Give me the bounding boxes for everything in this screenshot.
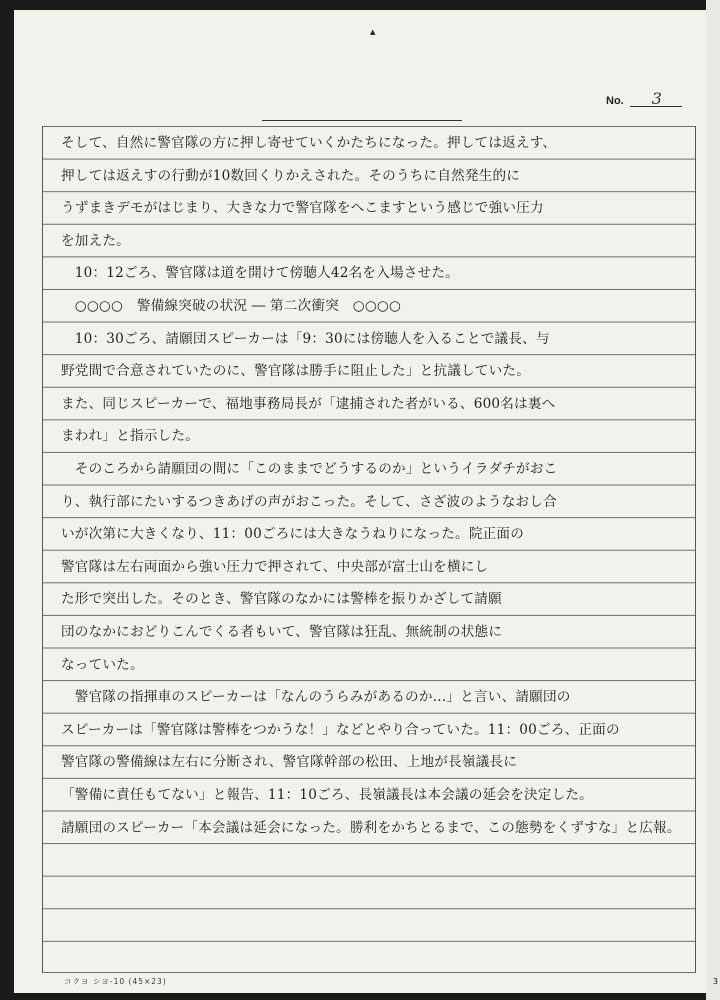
scan-margin <box>706 0 720 1000</box>
manuscript-line: そのころから請願団の間に「このままでどうするのか」というイラダチがおこ <box>61 461 558 477</box>
manuscript-line: なっていた。 <box>61 656 144 673</box>
manuscript-line: いが次第に大きくなり、11：00ごろには大きなうねりになった。院正面の <box>61 526 524 543</box>
manuscript-line: 警官隊の指揮車のスピーカーは「なんのうらみがあるのか…」と言い、請願団の <box>61 689 571 706</box>
manuscript-line: 団のなかにおどりこんでくる者もいて、警官隊は狂乱、無統制の状態に <box>61 624 503 640</box>
page-number-label: No. <box>606 95 624 107</box>
page-number <box>606 89 696 108</box>
title-rule <box>262 120 462 121</box>
manuscript-line: 押しては返えすの行動が10数回くりかえされた。そのうちに自然発生的に <box>61 167 521 184</box>
manuscript-line: ○○○○ 警備線突破の状況 ― 第二次衝突 ○○○○ <box>61 298 402 314</box>
manuscript-line: また、同じスピーカーで、福地事務局長が「逮捕された者がいる、600名は裏へ <box>61 395 556 412</box>
manuscript-line: 「警備に責任もてない」と報告、11：10ごろ、長嶺議長は本会議の延会を決定した。 <box>61 787 593 803</box>
manuscript-sheet <box>14 10 708 993</box>
manuscript-line: そして、自然に警官隊の方に押し寄せていくかたちになった。押しては返えす、 <box>61 135 557 151</box>
manuscript-line: を加えた。 <box>61 232 130 249</box>
manuscript-line: まわれ」と指示した。 <box>61 428 199 445</box>
manuscript-line: た形で突出した。そのとき、警官隊のなかには警棒を振りかざして請願 <box>61 591 502 608</box>
manuscript-line: 請願団のスピーカー「本会議は延会になった。勝利をかちとるまで、この態勢をくずすな」と広報。 <box>61 819 681 836</box>
manuscript-line: うずまきデモがはじまり、大きな力で警官隊をへこますという感じで強い圧力 <box>61 200 544 217</box>
page-number-value: 3 <box>630 92 682 107</box>
sheet-tab-number: 3 <box>712 977 718 986</box>
ruled-writing-area <box>42 126 696 973</box>
paper-product-code: コクヨ シヨ-10 (45×23) <box>64 977 167 986</box>
top-center-mark: ▲ <box>370 28 376 36</box>
manuscript-line: 10：12ごろ、警官隊は道を開けて傍聴人42名を入場させた。 <box>61 265 459 282</box>
manuscript-line: 警官隊の警備線は左右に分断され、警官隊幹部の松田、上地が長嶺議長に <box>61 754 518 771</box>
manuscript-line: スピーカーは「警官隊は警棒をつかうな！」などとやり合っていた。11：00ごろ、正面の <box>61 721 620 738</box>
manuscript-line: 野党間で合意されていたのに、警官隊は勝手に阻止した」と抗議していた。 <box>61 363 530 380</box>
manuscript-line: り、執行部にたいするつきあげの声がおこった。そして、さざ波のようなおし合 <box>61 493 557 510</box>
manuscript-line: 10：30ごろ、請願団スピーカーは「9：30には傍聴人を入ることで議長、与 <box>61 330 550 347</box>
manuscript-line: 警官隊は左右両面から強い圧力で押されて、中央部が富士山を横にし <box>61 558 489 575</box>
